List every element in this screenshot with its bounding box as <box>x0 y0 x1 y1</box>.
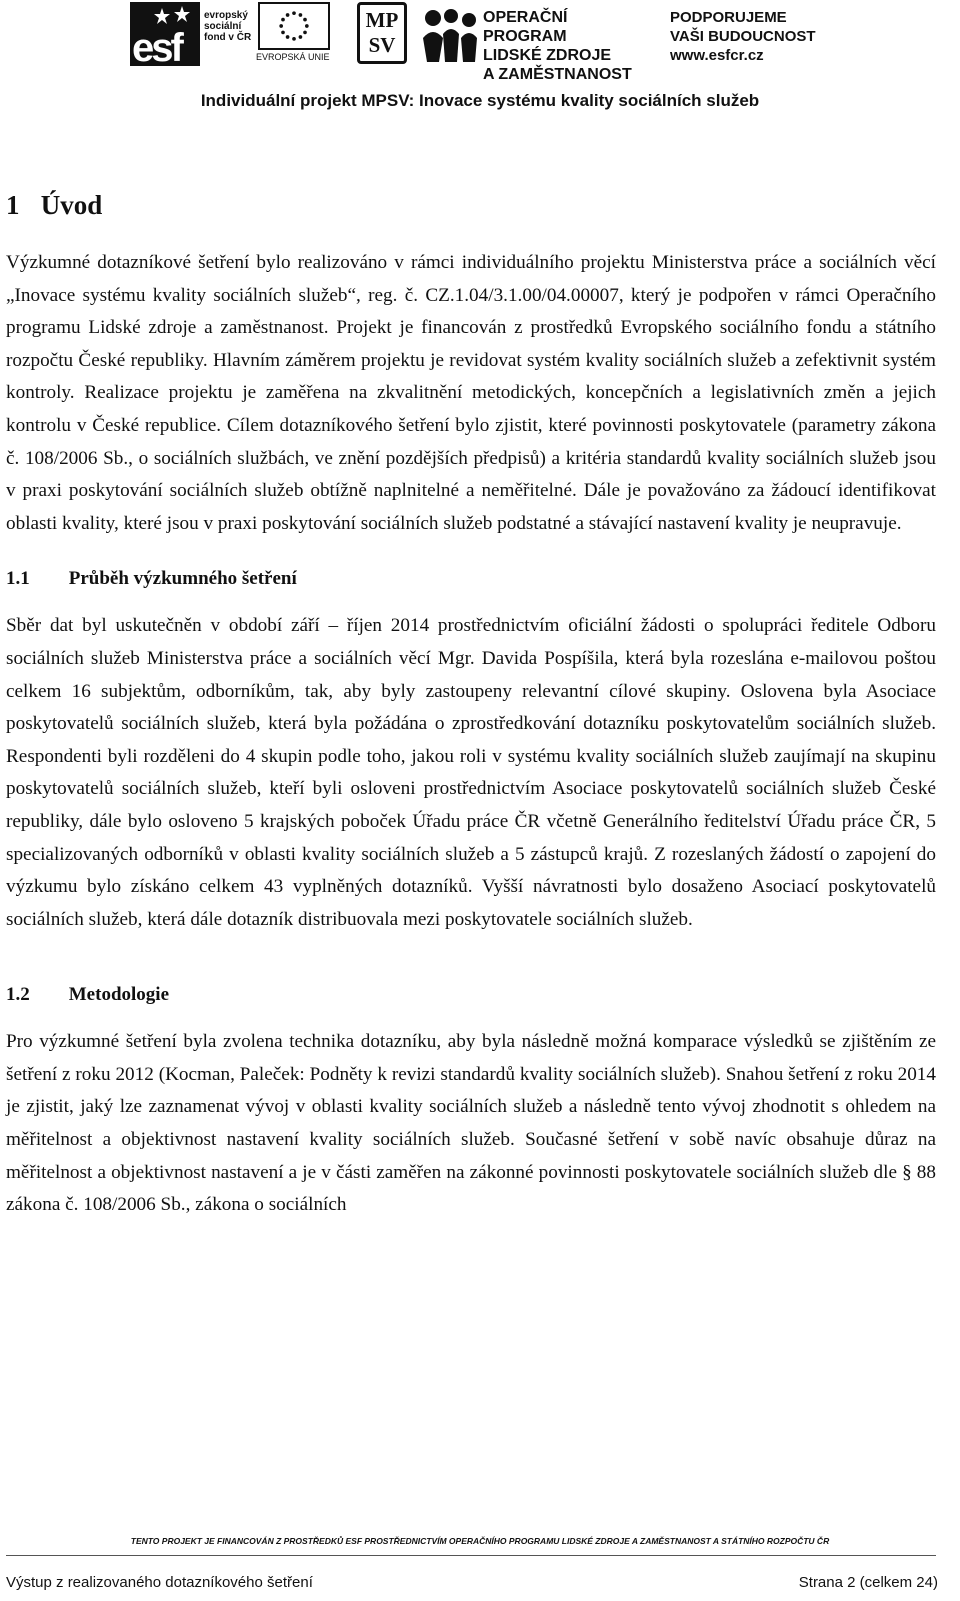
subsection-number: 1.1 <box>6 568 30 590</box>
footer-doc-title: Výstup z realizovaného dotazníkového šetření <box>6 1574 313 1591</box>
section-number: 1 <box>6 190 20 220</box>
page-number: Strana 2 (celkem 24) <box>798 1574 938 1591</box>
eu-flag-icon <box>258 2 330 50</box>
op-logo-text: OPERAČNÍ PROGRAM LIDSKÉ ZDROJE A ZAMĚSTNANOST <box>483 9 632 83</box>
funding-note: TENTO PROJEKT JE FINANCOVÁN Z PROSTŘEDKŮ ESF PROSTŘEDNICTVÍM OPERAČNÍHO PROGRAMU LIDSKÉ ZDROJE A ZAMĚSTNANOST A STÁTNÍHO ROZPOČTU ČR <box>130 1536 830 1546</box>
subsection-title: Metodologie <box>68 984 170 1006</box>
esf-logo <box>130 2 254 70</box>
mpsv-logo-text: MP SV <box>357 2 407 64</box>
subsection-title: Průběh výzkumného šetření <box>68 568 297 590</box>
people-icon <box>419 8 481 64</box>
project-title: Individuální projekt MPSV: Inovace systému kvality sociálních služeb <box>200 91 760 110</box>
subsection-paragraph: Sběr dat byl uskutečněn v období září – říjen 2014 prostřednictvím oficiální žádosti o spolupráci ředitele Odboru sociálních služeb Ministerstva práce a sociálních věcí Mgr. Davida Pospíšila, která byla rozeslána e-mailovou poštou celkem 16 subjektům, odborníkům, tak, aby byly zastoupeny relevantní cílové skupiny. Oslovena byla Asociace poskytovatelů sociálních služeb, která byla požádána o zprostředkování dotazníku poskytovatelům sociálních služeb. Respondenti byli rozděleni do 4 skupin podle toho, jakou roli v systému kvality sociálních služeb zaujímají na skupinu poskytovatelů sociálních služeb, kteří byli osloveni prostřednictvím Asociace poskytovatelů sociálních služeb České republiky, dále bylo osloveno 5 krajských poboček Úřadu práce ČR včetně Generálního ředitelství Úřadu práce ČR, 5 specializovaných odborníků v oblasti kvality sociálních služeb a 5 zástupců krajů. Z rozeslaných žádostí o zapojení do výzkumu bylo získáno celkem 43 vyplněných dotazníků. Vyšší návratnosti bylo dosaženo Asociací poskytovatelů sociálních služeb, která dále dotazník distribuovala mezi poskytovatele sociálních služeb. <box>6 615 936 930</box>
esf-logo-text: evropský sociální fond v ČR <box>204 10 252 43</box>
eu-logo-text: EVROPSKÁ UNIE <box>256 52 330 62</box>
document-body <box>6 190 936 1222</box>
footer-divider <box>6 1555 936 1556</box>
esf-logo-mark <box>130 2 200 70</box>
subsection-number: 1.2 <box>6 984 30 1006</box>
support-logo <box>670 2 830 68</box>
subsection-heading <box>6 568 936 590</box>
logo-bar <box>0 0 960 83</box>
subsection-paragraph: Pro výzkumné šetření byla zvolena technika dotazníku, aby byla následně možná komparace výsledků se zjištěním ze šetření z roku 2012 (Kocman, Paleček: Podněty k revizi standardů kvality sociálních služeb). Snahou šetření z roku 2014 je zjistit, jaký lze zaznamenat vývoj v oblasti kvality sociálních služeb a následně tento vývoj zhodnotit s ohledem na měřitelnost a objektivnost nastavení kvality sociálních služeb. Současné šetření v sobě navíc obsahuje důraz na měřitelnost a objektivnost nastavení a je v části zaměřen na zákonné povinnosti poskytovatele sociálních služeb dle § 88 zákona č. 108/2006 Sb., zákona o sociálních <box>6 1031 936 1216</box>
op-lzz-logo <box>415 2 655 83</box>
subsection-heading <box>6 984 936 1006</box>
eu-logo <box>256 2 334 66</box>
mpsv-logo <box>357 2 407 64</box>
support-logo-text: PODPORUJEME VAŠI BUDOUCNOST www.esfcr.cz <box>670 9 816 64</box>
esf-logo-word: esf <box>132 26 181 70</box>
section-title: Úvod <box>40 190 103 220</box>
section-heading <box>6 190 936 221</box>
section-paragraph: Výzkumné dotazníkové šetření bylo realizováno v rámci individuálního projektu Ministerstva práce a sociálních věcí „Inovace systému kvality sociálních služeb“, reg. č. CZ.1.04/3.1.00/04.00007, který je podpořen v rámci Operačního programu Lidské zdroje a zaměstnanost. Projekt je financován z prostředků Evropského sociálního fondu a státního rozpočtu České republiky. Hlavním záměrem projektu je revidovat systém kvality sociálních služeb a zefektivnit systém kontroly. Realizace projektu je zaměřena na zkvalitnění metodických, koncepčních a legislativních změn a jejich kontrolu v České republice. Cílem dotazníkového šetření bylo zjistit, které povinnosti poskytovatele (parametry zákona č. 108/2006 Sb., o sociálních službách, ve znění pozdějších předpisů) a kritéria standardů kvality sociálních služeb jsou v praxi poskytování sociálních služeb obtížně naplnitelné a neměřitelné. Dále je považováno za žádoucí identifikovat oblasti kvality, které jsou v praxi poskytování sociálních služeb podstatné a stávající nastavení kvality je neupravuje. <box>6 252 936 534</box>
